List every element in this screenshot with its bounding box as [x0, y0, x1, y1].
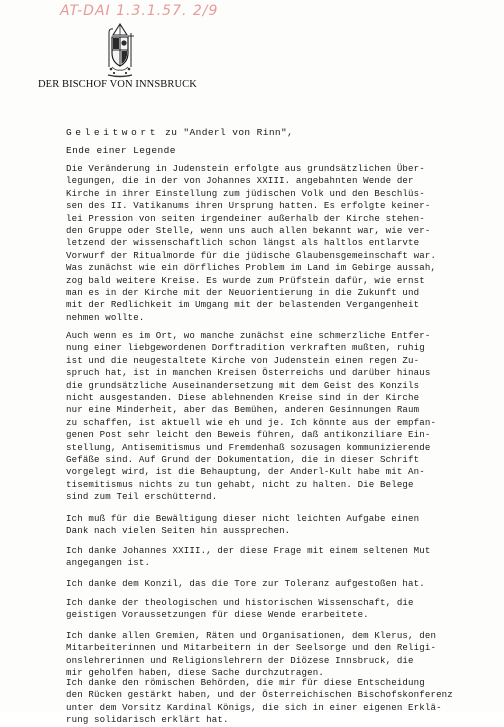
- document-title: [66, 127, 293, 138]
- title-word: Geleitwort: [66, 127, 160, 138]
- paragraph-5: Ich danke dem Konzil, das die Tore zur Toleranz aufgestoßen hat.: [66, 578, 425, 589]
- paragraph-2: Auch wenn es im Ort, wo manche zunächst eine schmerzliche Entfer- nung einer liebgewordenen Dorftradition verkraften mußten, ruhig ist und die neugestaltete Kirche von Judenstein einen regen Zu- spruch hat, ist in manchen Kreisen Österreichs und darüber hinaus die grundsätzliche Auseinandersetzung mit dem Geist des Konzils nicht ausgestanden. Diese ablehnenden Kreise sind in der Kirche nur eine Minderheit, aber das Bemühen, anderen Gesinnungen Raum zu schaffen, ist aktuell wie eh und je. Ich könnte aus der empfan- genen Post sehr leicht den Beweis führen, daß antikonziliare Ein- stellung, Antisemitismus und Fremdenhaß sozusagen kommunizierende Gefäße sind. Auf Grund der Dokumentation, die in dieser Schrift vorgelegt wird, ist die Behauptung, der Anderl-Kult habe mit An- tisemitismus nichts zu tun gehabt, nicht zu halten. Die Belege sind zum Teil erschütternd.: [66, 330, 437, 503]
- paragraph-6: Ich danke der theologischen und historischen Wissenschaft, die geistigen Voraussetzungen für diese Wende erarbeitete.: [66, 597, 414, 621]
- paragraph-4: Ich danke Johannes XXIII., der diese Frage mit einem seltenen Mut angegangen ist.: [66, 545, 431, 569]
- paragraph-1: Die Veränderung in Judenstein erfolgte aus grundsätzlichen Über- legungen, die in der von Johannes XXIII. angebahnten Wende der Kirche in ihrer Einstellung zum jüdischen Volk und den Beschlüs- sen des II. Vatikanums ihren Ursprung hatten. Es erfolgte keiner- lei Pression von seiten irgendeiner außerhalb der Kirche stehen- den Gruppe oder Stelle, wenn uns auch allen bekannt war, wie ver- letzend der wissenschaftlich schon längst als haltlos entlarvte Vorwurf der Ritualmorde für die jüdische Glaubensgemeinschaft war. Was zunächst wie ein dörfliches Problem im Land im Gebirge aussah, zog bald weitere Kreise. Es wurde zum Prüfstein dafür, wie ernst man es in der Kirche mit der Neuorientierung in die Zukunft und mit der Redlichkeit im Umgang mit der belastenden Vergangenheit nehmen wollte.: [66, 163, 437, 323]
- paragraph-3: Ich muß für die Bewältigung dieser nicht leichten Aufgabe einen Dank nach vielen Seiten hin aussprechen.: [66, 513, 420, 537]
- title-rest: zu "Anderl von Rinn",: [159, 127, 294, 138]
- bishop-crest-icon: [100, 21, 140, 79]
- paragraph-7: Ich danke allen Gremien, Räten und Organisationen, dem Klerus, den Mitarbeiterinnen und Mitarbeitern in der Seelsorge und den Religi- onslehrerinnen und Religionslehrern der Diözese Innsbruck, die mir geholfen haben, diese Sache durchzutragen.: [66, 630, 437, 679]
- paragraph-8: Ich danke den römischen Behörden, die mir für diese Entscheidung den Rücken gestärkt haben, und der Österreichischen Bischofskonferenz unter dem Vorsitz Kardinal Königs, die sich in einer eigenen Erklä- rung solidarisch erklärt hat.: [66, 677, 453, 726]
- document-subtitle: Ende einer Legende: [66, 145, 176, 156]
- archive-stamp: AT-DAI 1.3.1.57. 2/9: [60, 3, 219, 19]
- letterhead: DER BISCHOF VON INNSBRUCK: [38, 79, 197, 90]
